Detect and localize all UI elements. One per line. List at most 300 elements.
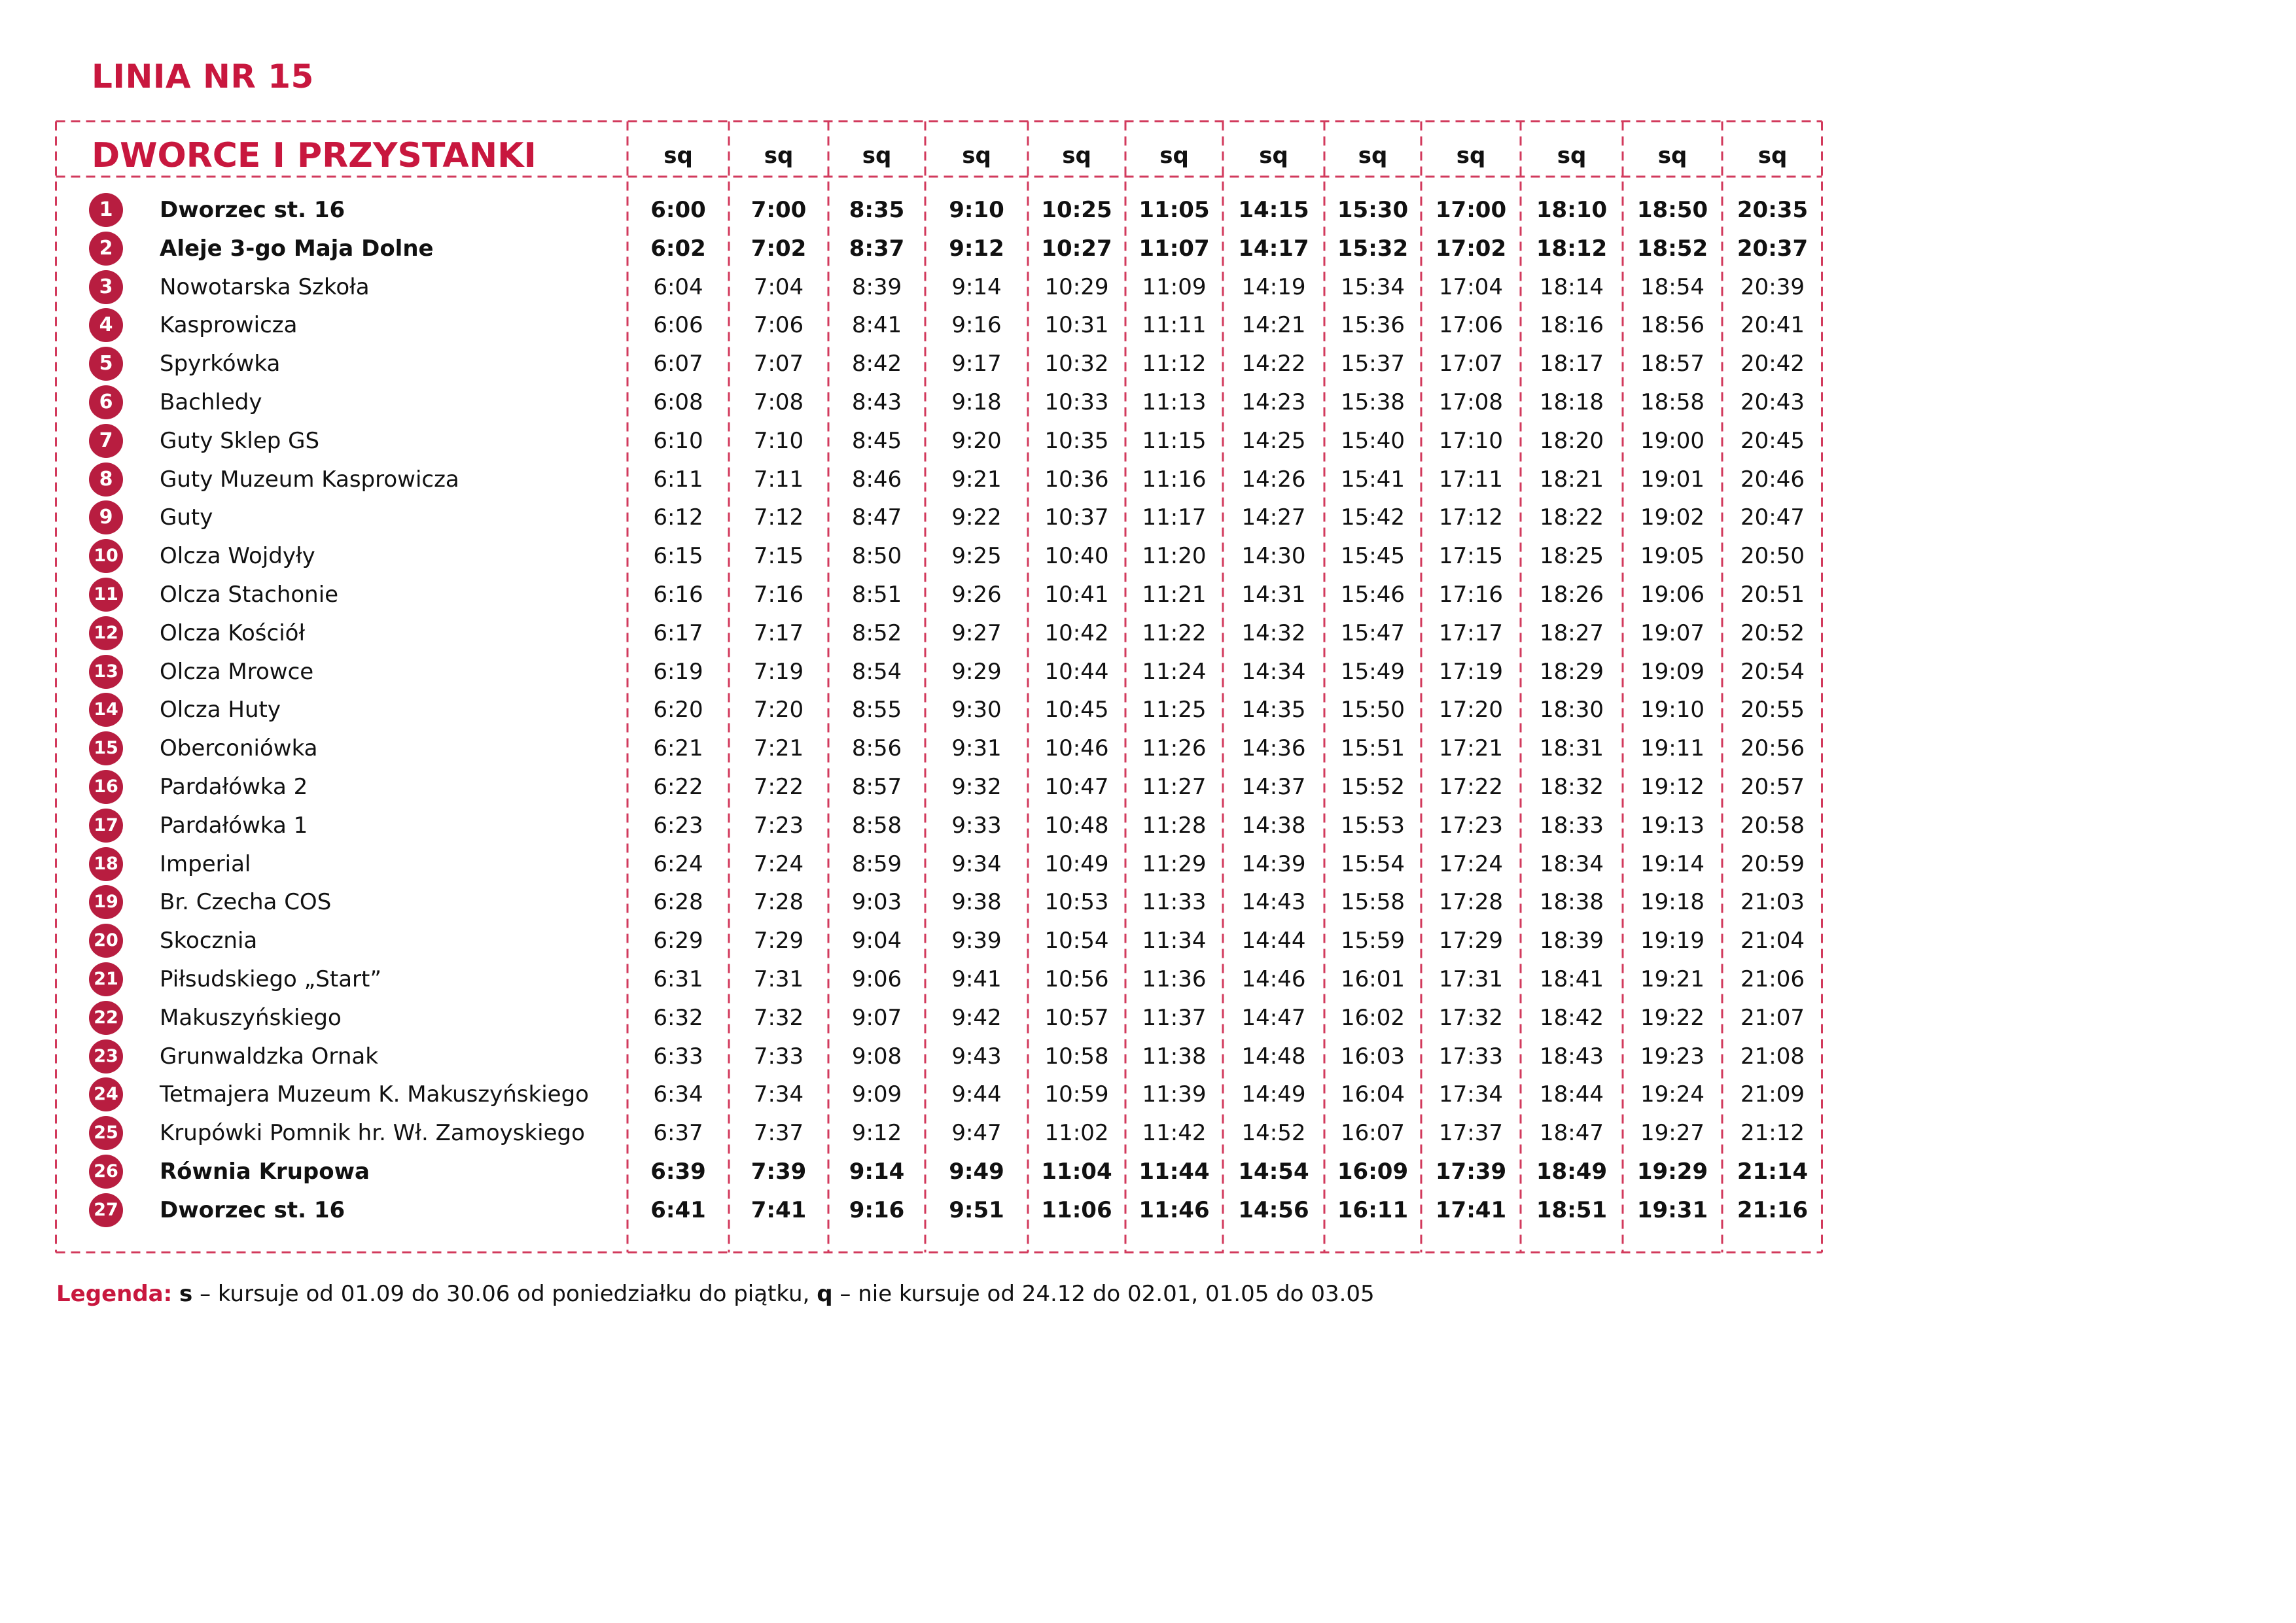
departure-time: 20:39 xyxy=(1740,273,1805,300)
departure-time: 17:11 xyxy=(1439,466,1503,493)
departure-time: 9:33 xyxy=(951,812,1002,839)
stop-name: Aleje 3-go Maja Dolne xyxy=(160,235,434,262)
departure-time: 15:46 xyxy=(1341,582,1405,608)
departure-time: 17:06 xyxy=(1439,312,1503,339)
table-row xyxy=(55,382,1823,421)
departure-time: 19:24 xyxy=(1640,1081,1704,1108)
departure-time: 14:37 xyxy=(1241,774,1306,800)
departure-time: 16:01 xyxy=(1341,966,1405,992)
stop-number-badge: 15 xyxy=(89,731,123,765)
departure-time: 18:14 xyxy=(1540,273,1604,300)
departure-time: 18:31 xyxy=(1540,735,1604,762)
departure-time: 14:27 xyxy=(1241,504,1306,531)
departure-time: 18:50 xyxy=(1636,197,1708,223)
table-row xyxy=(55,1151,1823,1190)
departure-time: 14:49 xyxy=(1241,1081,1306,1108)
departure-time: 19:07 xyxy=(1640,620,1704,646)
table-row xyxy=(55,844,1823,882)
departure-time: 11:24 xyxy=(1142,658,1207,685)
departure-time: 10:27 xyxy=(1041,235,1112,262)
column-header: sq xyxy=(1358,143,1388,169)
departure-time: 15:50 xyxy=(1341,697,1405,724)
departure-time: 18:43 xyxy=(1540,1043,1604,1070)
departure-time: 16:07 xyxy=(1341,1120,1405,1147)
departure-time: 15:52 xyxy=(1341,774,1405,800)
departure-time: 7:10 xyxy=(753,427,804,454)
table-row xyxy=(55,421,1823,459)
departure-time: 11:37 xyxy=(1142,1004,1207,1031)
departure-time: 19:13 xyxy=(1640,812,1704,839)
departure-time: 16:09 xyxy=(1337,1159,1409,1185)
departure-time: 9:25 xyxy=(951,543,1002,570)
column-header: sq xyxy=(1456,143,1486,169)
departure-time: 8:45 xyxy=(851,427,902,454)
departure-time: 18:21 xyxy=(1540,466,1604,493)
departure-time: 18:12 xyxy=(1536,235,1608,262)
departure-time: 8:56 xyxy=(851,735,902,762)
departure-time: 14:22 xyxy=(1241,351,1306,377)
departure-time: 10:54 xyxy=(1044,928,1109,954)
departure-time: 17:21 xyxy=(1439,735,1503,762)
departure-time: 7:08 xyxy=(753,389,804,415)
departure-time: 6:39 xyxy=(650,1159,706,1185)
departure-time: 14:19 xyxy=(1241,273,1306,300)
stop-name: Dworzec st. 16 xyxy=(160,197,345,223)
table-row xyxy=(55,652,1823,690)
departure-time: 18:44 xyxy=(1540,1081,1604,1108)
departure-time: 11:46 xyxy=(1139,1196,1210,1223)
table-row xyxy=(55,998,1823,1036)
stop-name: Imperial xyxy=(160,850,251,877)
stop-number-badge: 13 xyxy=(89,655,123,689)
departure-time: 6:21 xyxy=(653,735,703,762)
departure-time: 7:06 xyxy=(753,312,804,339)
departure-time: 20:54 xyxy=(1740,658,1805,685)
departure-time: 9:51 xyxy=(949,1196,1004,1223)
departure-time: 9:07 xyxy=(851,1004,902,1031)
departure-time: 9:12 xyxy=(949,235,1004,262)
stop-name: Skocznia xyxy=(160,928,258,954)
departure-time: 9:44 xyxy=(951,1081,1002,1108)
departure-time: 18:18 xyxy=(1540,389,1604,415)
departure-time: 21:16 xyxy=(1737,1196,1809,1223)
departure-time: 10:36 xyxy=(1044,466,1109,493)
departure-time: 7:04 xyxy=(753,273,804,300)
departure-time: 7:31 xyxy=(753,966,804,992)
departure-time: 9:08 xyxy=(851,1043,902,1070)
departure-time: 8:54 xyxy=(851,658,902,685)
departure-time: 9:26 xyxy=(951,582,1002,608)
departure-time: 14:46 xyxy=(1241,966,1306,992)
departure-time: 6:15 xyxy=(653,543,703,570)
table-row xyxy=(55,228,1823,267)
departure-time: 14:30 xyxy=(1241,543,1306,570)
column-header: sq xyxy=(1557,143,1587,169)
departure-time: 18:34 xyxy=(1540,850,1604,877)
stop-name: Pardałówka 1 xyxy=(160,812,308,839)
departure-time: 11:12 xyxy=(1142,351,1207,377)
departure-time: 17:22 xyxy=(1439,774,1503,800)
departure-time: 6:22 xyxy=(653,774,703,800)
departure-time: 14:36 xyxy=(1241,735,1306,762)
stop-number-badge: 26 xyxy=(89,1155,123,1189)
departure-time: 9:04 xyxy=(851,928,902,954)
departure-time: 17:02 xyxy=(1435,235,1507,262)
legend-s-text: – kursuje od 01.09 do 30.06 od poniedziałku do piątku, xyxy=(192,1281,817,1307)
departure-time: 19:06 xyxy=(1640,582,1704,608)
departure-time: 20:45 xyxy=(1740,427,1805,454)
table-row xyxy=(55,1190,1823,1229)
departure-time: 21:03 xyxy=(1740,889,1805,916)
departure-time: 7:07 xyxy=(753,351,804,377)
departure-time: 11:25 xyxy=(1142,697,1207,724)
table-row xyxy=(55,920,1823,959)
stop-number-badge: 5 xyxy=(89,347,123,381)
departure-time: 20:47 xyxy=(1740,504,1805,531)
stop-name: Olcza Stachonie xyxy=(160,582,339,608)
departure-time: 17:08 xyxy=(1439,389,1503,415)
departure-time: 19:27 xyxy=(1640,1120,1704,1147)
departure-time: 21:09 xyxy=(1740,1081,1805,1108)
departure-time: 15:49 xyxy=(1341,658,1405,685)
departure-time: 17:29 xyxy=(1439,928,1503,954)
departure-time: 17:17 xyxy=(1439,620,1503,646)
departure-time: 18:41 xyxy=(1540,966,1604,992)
departure-time: 7:24 xyxy=(753,850,804,877)
departure-time: 11:27 xyxy=(1142,774,1207,800)
departure-time: 6:04 xyxy=(653,273,703,300)
table-row xyxy=(55,689,1823,728)
departure-time: 8:50 xyxy=(851,543,902,570)
departure-time: 17:16 xyxy=(1439,582,1503,608)
departure-time: 8:47 xyxy=(851,504,902,531)
departure-time: 14:25 xyxy=(1241,427,1306,454)
departure-time: 10:53 xyxy=(1044,889,1109,916)
departure-time: 6:37 xyxy=(653,1120,703,1147)
stop-name: Grunwaldzka Ornak xyxy=(160,1043,378,1070)
legend-q-key: q xyxy=(817,1281,833,1307)
departure-time: 18:39 xyxy=(1540,928,1604,954)
departure-time: 7:02 xyxy=(751,235,807,262)
stop-name: Bachledy xyxy=(160,389,262,415)
departure-time: 15:58 xyxy=(1341,889,1405,916)
stop-name: Olcza Mrowce xyxy=(160,658,314,685)
stop-number-badge: 3 xyxy=(89,270,123,304)
departure-time: 14:54 xyxy=(1238,1159,1309,1185)
departure-time: 18:51 xyxy=(1536,1196,1608,1223)
departure-time: 20:37 xyxy=(1737,235,1809,262)
departure-time: 19:18 xyxy=(1640,889,1704,916)
departure-time: 15:37 xyxy=(1341,351,1405,377)
departure-time: 15:42 xyxy=(1341,504,1405,531)
departure-time: 11:36 xyxy=(1142,966,1207,992)
departure-time: 18:16 xyxy=(1540,312,1604,339)
departure-time: 17:24 xyxy=(1439,850,1503,877)
departure-time: 17:00 xyxy=(1435,197,1507,223)
departure-time: 21:12 xyxy=(1740,1120,1805,1147)
departure-time: 11:05 xyxy=(1139,197,1210,223)
departure-time: 11:09 xyxy=(1142,273,1207,300)
table-row xyxy=(55,305,1823,343)
table-row xyxy=(55,536,1823,574)
departure-time: 8:37 xyxy=(849,235,905,262)
column-header: sq xyxy=(1657,143,1687,169)
stop-number-badge: 6 xyxy=(89,385,123,419)
departure-time: 8:35 xyxy=(849,197,905,223)
departure-time: 6:34 xyxy=(653,1081,703,1108)
table-row xyxy=(55,497,1823,536)
stop-number-badge: 11 xyxy=(89,578,123,612)
departure-time: 18:42 xyxy=(1540,1004,1604,1031)
departure-time: 6:08 xyxy=(653,389,703,415)
departure-time: 18:26 xyxy=(1540,582,1604,608)
departure-time: 9:18 xyxy=(951,389,1002,415)
departure-time: 19:05 xyxy=(1640,543,1704,570)
departure-time: 9:43 xyxy=(951,1043,1002,1070)
departure-time: 6:41 xyxy=(650,1196,706,1223)
departure-time: 9:12 xyxy=(851,1120,902,1147)
stop-name: Pardałówka 2 xyxy=(160,774,308,800)
stop-name: Makuszyńskiego xyxy=(160,1004,342,1031)
departure-time: 10:47 xyxy=(1044,774,1109,800)
departure-time: 19:22 xyxy=(1640,1004,1704,1031)
stop-name: Tetmajera Muzeum K. Makuszyńskiego xyxy=(160,1081,589,1108)
departure-time: 7:22 xyxy=(753,774,804,800)
departure-time: 11:22 xyxy=(1142,620,1207,646)
departure-time: 10:37 xyxy=(1044,504,1109,531)
departure-time: 17:31 xyxy=(1439,966,1503,992)
departure-time: 17:07 xyxy=(1439,351,1503,377)
departure-time: 8:46 xyxy=(851,466,902,493)
departure-time: 6:29 xyxy=(653,928,703,954)
departure-time: 6:23 xyxy=(653,812,703,839)
departure-time: 10:44 xyxy=(1044,658,1109,685)
departure-time: 20:35 xyxy=(1737,197,1809,223)
departure-time: 19:14 xyxy=(1640,850,1704,877)
stop-name: Olcza Huty xyxy=(160,697,281,724)
departure-time: 11:28 xyxy=(1142,812,1207,839)
departure-time: 11:07 xyxy=(1139,235,1210,262)
column-header: sq xyxy=(862,143,892,169)
departure-time: 10:58 xyxy=(1044,1043,1109,1070)
departure-time: 7:23 xyxy=(753,812,804,839)
departure-time: 19:31 xyxy=(1636,1196,1708,1223)
column-header: sq xyxy=(663,143,693,169)
departure-time: 18:52 xyxy=(1636,235,1708,262)
departure-time: 6:00 xyxy=(650,197,706,223)
departure-time: 10:49 xyxy=(1044,850,1109,877)
departure-time: 18:57 xyxy=(1640,351,1704,377)
stop-number-badge: 22 xyxy=(89,1001,123,1035)
departure-time: 20:58 xyxy=(1740,812,1805,839)
departure-time: 17:32 xyxy=(1439,1004,1503,1031)
departure-time: 11:17 xyxy=(1142,504,1207,531)
departure-time: 14:32 xyxy=(1241,620,1306,646)
departure-time: 10:45 xyxy=(1044,697,1109,724)
stop-number-badge: 19 xyxy=(89,885,123,919)
departure-time: 14:38 xyxy=(1241,812,1306,839)
departure-time: 19:01 xyxy=(1640,466,1704,493)
departure-time: 6:24 xyxy=(653,850,703,877)
column-header: sq xyxy=(764,143,794,169)
departure-time: 10:56 xyxy=(1044,966,1109,992)
departure-time: 11:02 xyxy=(1044,1120,1109,1147)
table-row xyxy=(55,574,1823,613)
departure-time: 17:19 xyxy=(1439,658,1503,685)
departure-time: 16:11 xyxy=(1337,1196,1409,1223)
stop-number-badge: 9 xyxy=(89,500,123,534)
departure-time: 6:16 xyxy=(653,582,703,608)
departure-time: 14:21 xyxy=(1241,312,1306,339)
table-row xyxy=(55,728,1823,767)
stop-name: Br. Czecha COS xyxy=(160,889,332,916)
departure-time: 18:27 xyxy=(1540,620,1604,646)
table-row xyxy=(55,613,1823,652)
column-header: sq xyxy=(1259,143,1288,169)
table-row xyxy=(55,959,1823,998)
departure-time: 7:15 xyxy=(753,543,804,570)
column-header: sq xyxy=(962,143,991,169)
departure-time: 14:34 xyxy=(1241,658,1306,685)
departure-time: 9:21 xyxy=(951,466,1002,493)
departure-time: 21:07 xyxy=(1740,1004,1805,1031)
departure-time: 15:54 xyxy=(1341,850,1405,877)
departure-time: 15:30 xyxy=(1337,197,1409,223)
departure-time: 21:08 xyxy=(1740,1043,1805,1070)
table-row xyxy=(55,882,1823,920)
departure-time: 11:26 xyxy=(1142,735,1207,762)
departure-time: 10:29 xyxy=(1044,273,1109,300)
stop-number-badge: 20 xyxy=(89,924,123,958)
stop-number-badge: 8 xyxy=(89,462,123,497)
departure-time: 15:32 xyxy=(1337,235,1409,262)
departure-time: 8:39 xyxy=(851,273,902,300)
departure-time: 11:42 xyxy=(1142,1120,1207,1147)
departure-time: 6:20 xyxy=(653,697,703,724)
departure-time: 7:12 xyxy=(753,504,804,531)
departure-time: 17:33 xyxy=(1439,1043,1503,1070)
departure-time: 19:29 xyxy=(1636,1159,1708,1185)
departure-time: 18:47 xyxy=(1540,1120,1604,1147)
departure-time: 19:11 xyxy=(1640,735,1704,762)
departure-time: 11:11 xyxy=(1142,312,1207,339)
departure-time: 7:32 xyxy=(753,1004,804,1031)
stops-column-header: DWORCE I PRZYSTANKI xyxy=(92,136,537,175)
departure-time: 8:42 xyxy=(851,351,902,377)
departure-time: 10:42 xyxy=(1044,620,1109,646)
stop-number-badge: 1 xyxy=(89,193,123,227)
table-row xyxy=(55,1036,1823,1075)
stop-number-badge: 18 xyxy=(89,847,123,881)
departure-time: 8:51 xyxy=(851,582,902,608)
table-row xyxy=(55,267,1823,305)
departure-time: 18:20 xyxy=(1540,427,1604,454)
departure-time: 16:04 xyxy=(1341,1081,1405,1108)
departure-time: 9:41 xyxy=(951,966,1002,992)
departure-time: 9:32 xyxy=(951,774,1002,800)
departure-time: 11:39 xyxy=(1142,1081,1207,1108)
departure-time: 9:27 xyxy=(951,620,1002,646)
stop-name: Piłsudskiego „Start” xyxy=(160,966,381,992)
departure-time: 15:53 xyxy=(1341,812,1405,839)
stop-number-badge: 10 xyxy=(89,539,123,573)
departure-time: 20:50 xyxy=(1740,543,1805,570)
departure-time: 6:31 xyxy=(653,966,703,992)
departure-time: 9:39 xyxy=(951,928,1002,954)
departure-time: 9:14 xyxy=(849,1159,905,1185)
departure-time: 10:48 xyxy=(1044,812,1109,839)
departure-time: 19:19 xyxy=(1640,928,1704,954)
departure-time: 14:26 xyxy=(1241,466,1306,493)
stop-number-badge: 24 xyxy=(89,1077,123,1111)
departure-time: 17:04 xyxy=(1439,273,1503,300)
departure-time: 14:47 xyxy=(1241,1004,1306,1031)
departure-time: 17:41 xyxy=(1435,1196,1507,1223)
stop-number-badge: 7 xyxy=(89,424,123,458)
departure-time: 6:19 xyxy=(653,658,703,685)
column-header: sq xyxy=(1062,143,1091,169)
table-row xyxy=(55,343,1823,382)
departure-time: 11:29 xyxy=(1142,850,1207,877)
departure-time: 18:30 xyxy=(1540,697,1604,724)
departure-time: 18:32 xyxy=(1540,774,1604,800)
departure-time: 14:44 xyxy=(1241,928,1306,954)
stop-number-badge: 21 xyxy=(89,962,123,996)
departure-time: 19:09 xyxy=(1640,658,1704,685)
departure-time: 18:33 xyxy=(1540,812,1604,839)
departure-time: 17:39 xyxy=(1435,1159,1507,1185)
departure-time: 7:11 xyxy=(753,466,804,493)
departure-time: 7:41 xyxy=(751,1196,807,1223)
departure-time: 11:33 xyxy=(1142,889,1207,916)
departure-time: 7:21 xyxy=(753,735,804,762)
stop-name: Spyrkówka xyxy=(160,351,281,377)
departure-time: 14:56 xyxy=(1238,1196,1309,1223)
departure-time: 8:55 xyxy=(851,697,902,724)
departure-time: 10:35 xyxy=(1044,427,1109,454)
departure-time: 20:57 xyxy=(1740,774,1805,800)
departure-time: 9:16 xyxy=(951,312,1002,339)
departure-time: 15:47 xyxy=(1341,620,1405,646)
departure-time: 15:45 xyxy=(1341,543,1405,570)
departure-time: 18:56 xyxy=(1640,312,1704,339)
departure-time: 20:46 xyxy=(1740,466,1805,493)
departure-time: 20:51 xyxy=(1740,582,1805,608)
departure-time: 9:14 xyxy=(951,273,1002,300)
departure-time: 9:22 xyxy=(951,504,1002,531)
departure-time: 14:23 xyxy=(1241,389,1306,415)
page-title: LINIA NR 15 xyxy=(92,58,314,96)
stop-name: Krupówki Pomnik hr. Wł. Zamoyskiego xyxy=(160,1120,585,1147)
departure-time: 9:34 xyxy=(951,850,1002,877)
departure-time: 15:51 xyxy=(1341,735,1405,762)
table-row xyxy=(55,767,1823,805)
departure-time: 11:06 xyxy=(1041,1196,1112,1223)
departure-time: 14:31 xyxy=(1241,582,1306,608)
stop-number-badge: 27 xyxy=(89,1193,123,1227)
legend-label: Legenda: xyxy=(56,1281,173,1307)
departure-time: 17:12 xyxy=(1439,504,1503,531)
departure-time: 9:30 xyxy=(951,697,1002,724)
departure-time: 15:34 xyxy=(1341,273,1405,300)
departure-time: 20:41 xyxy=(1740,312,1805,339)
departure-time: 8:52 xyxy=(851,620,902,646)
departure-time: 6:28 xyxy=(653,889,703,916)
departure-time: 20:59 xyxy=(1740,850,1805,877)
departure-time: 14:48 xyxy=(1241,1043,1306,1070)
departure-time: 9:09 xyxy=(851,1081,902,1108)
column-header: sq xyxy=(1159,143,1189,169)
